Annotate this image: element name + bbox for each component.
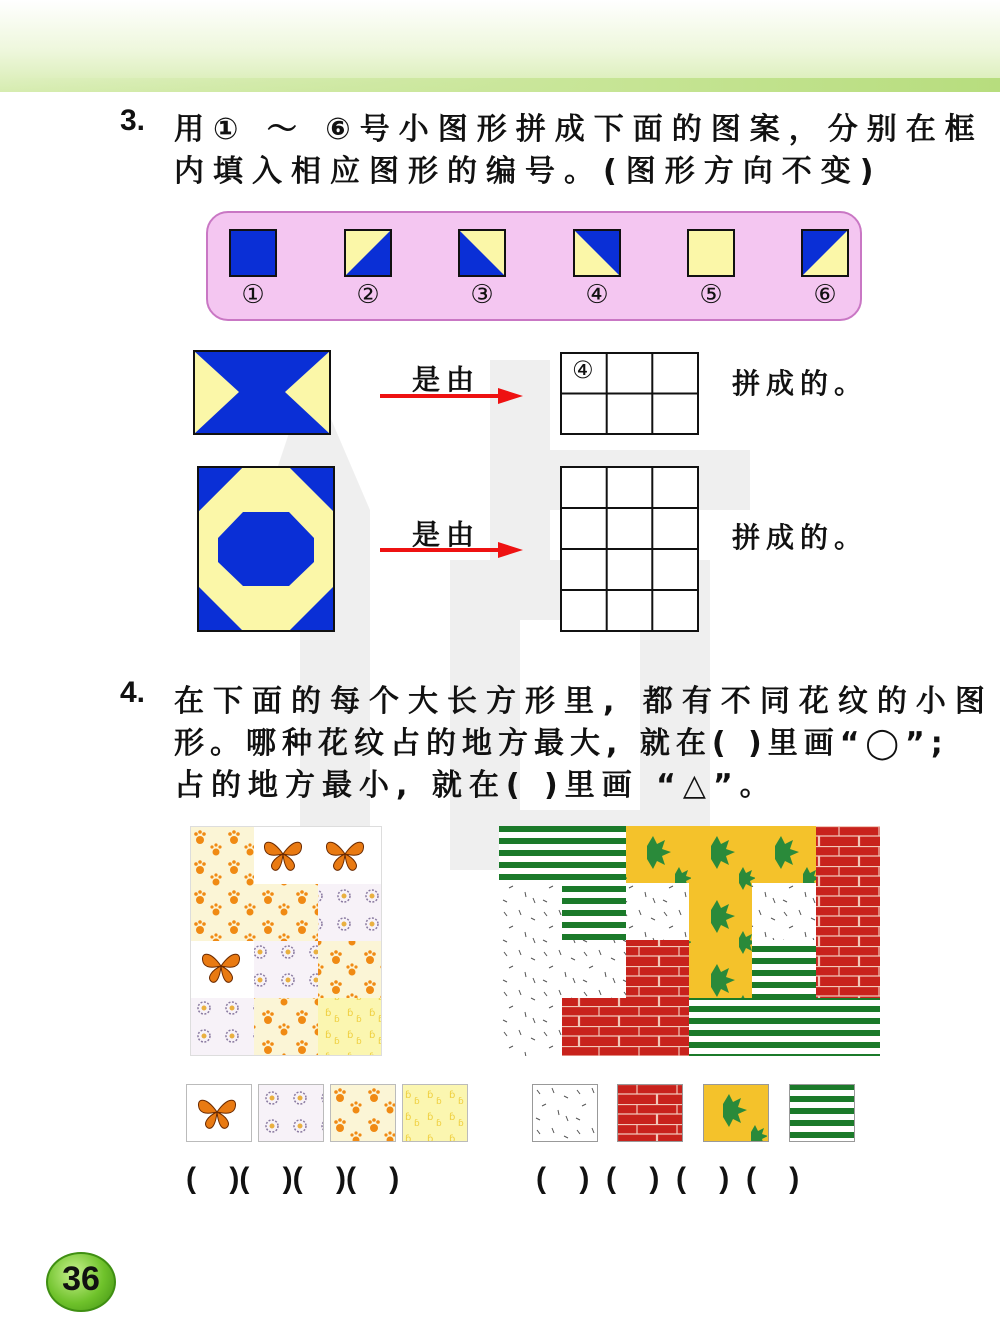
question-4-number: 4. [120, 676, 146, 709]
shape-options-panel [206, 211, 862, 321]
half-blue-bottom-right-icon [344, 229, 392, 277]
answer-grid-4x3[interactable] [560, 466, 699, 632]
butterfly-pattern-swatch [186, 1084, 252, 1142]
brick-pattern-swatch [617, 1084, 683, 1142]
row-2-suffix: 拼成的。 [732, 521, 869, 554]
left-answer-blanks[interactable]: ( )( )( )( ) [186, 1162, 400, 1195]
shape-label-4: ④ [585, 280, 609, 310]
row-2-arrow-label: 是由 [412, 518, 481, 551]
red-arrow-icon [380, 386, 525, 406]
red-arrow-icon [380, 540, 525, 560]
half-blue-bottom-left-icon [458, 229, 506, 277]
question-4-line-2: 形。哪种花纹占的地方最大, 就在( )里画“◯”; [174, 726, 949, 761]
daisy-pattern-swatch [258, 1084, 324, 1142]
yellow-pattern-swatch [402, 1084, 468, 1142]
bowtie-pattern [193, 350, 331, 435]
shape-label-5: ⑤ [699, 280, 723, 310]
row-1-arrow-label: 是由 [412, 363, 481, 396]
solid-yellow-square-icon [687, 229, 735, 277]
shape-label-1: ① [241, 280, 265, 310]
question-3-number: 3. [120, 104, 146, 137]
half-blue-top-left-icon [801, 229, 849, 277]
question-3-line-1: 用① ～ ⑥号小图形拼成下面的图案，分别在框 [174, 112, 984, 147]
filled-cell-answer: ④ [572, 356, 594, 384]
half-blue-top-right-icon [573, 229, 621, 277]
left-patchwork-rectangle [190, 826, 382, 1056]
top-decorative-band [0, 0, 1000, 92]
page-number: 36 [62, 1260, 100, 1298]
question-4-line-1: 在下面的每个大长方形里, 都有不同花纹的小图 [174, 684, 994, 719]
speck-pattern-swatch [532, 1084, 598, 1142]
row-1-suffix: 拼成的。 [732, 367, 869, 400]
shape-label-6: ⑥ [813, 280, 837, 310]
octagon-pattern [197, 466, 335, 632]
shape-label-3: ③ [470, 280, 494, 310]
right-patchwork-rectangle [499, 826, 880, 1056]
right-answer-blanks[interactable]: ( ) ( ) ( ) ( ) [536, 1162, 800, 1195]
shape-label-2: ② [356, 280, 380, 310]
question-3-line-2: 内填入相应图形的编号。(图形方向不变) [174, 154, 883, 189]
stripe-pattern-swatch [789, 1084, 855, 1142]
paw-pattern-swatch [330, 1084, 396, 1142]
solid-blue-square-icon [229, 229, 277, 277]
question-4-line-3: 占的地方最小, 就在( )里画 “△”。 [174, 768, 777, 803]
leaf-pattern-swatch [703, 1084, 769, 1142]
